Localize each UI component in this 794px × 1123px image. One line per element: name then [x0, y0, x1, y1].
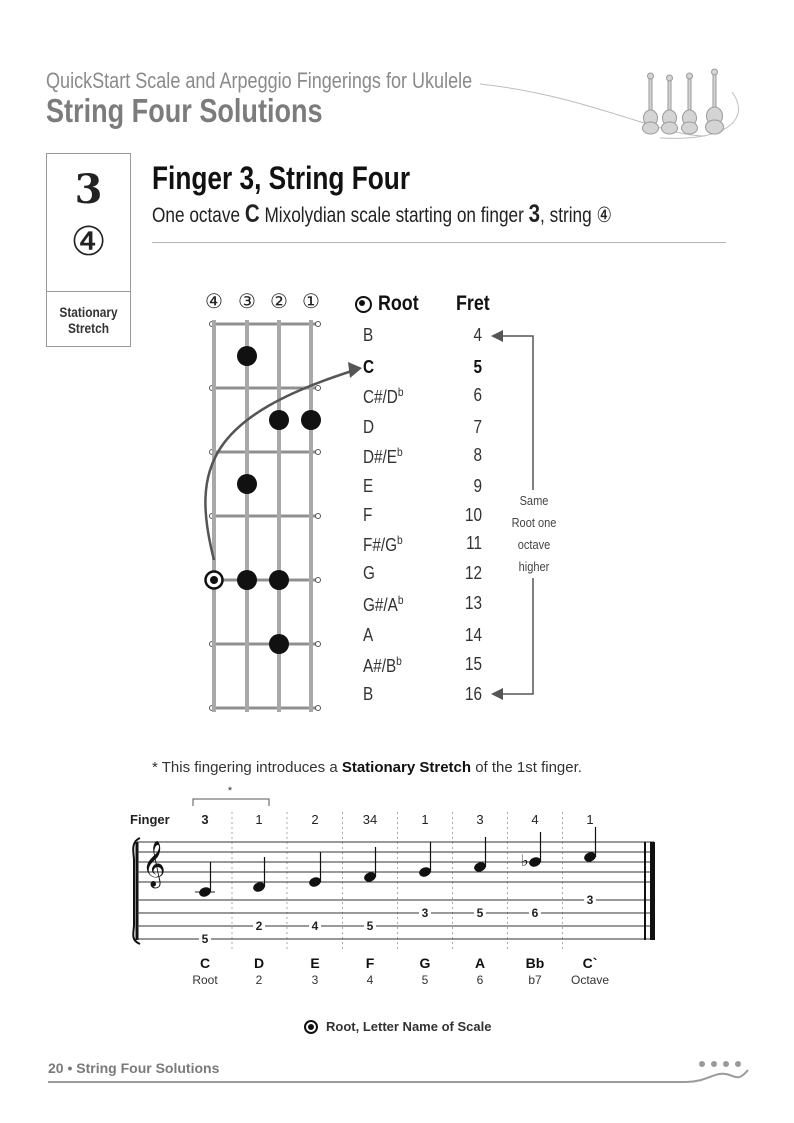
- finger-dot: [269, 570, 289, 590]
- root-header: Root: [378, 292, 419, 315]
- fret-number: 6: [473, 385, 482, 405]
- ukulele-icon: [643, 73, 659, 134]
- footnote-text: * This fingering introduces a: [152, 759, 342, 776]
- finger-number: 4: [531, 812, 539, 827]
- subtitle-text: , string: [540, 204, 597, 227]
- tab-number: 5: [366, 919, 374, 933]
- legend-text: Root, Letter Name of Scale: [326, 1019, 492, 1034]
- finger-row-label: Finger: [130, 812, 170, 827]
- fingering-subtitle: [152, 200, 612, 229]
- note-letter: G: [363, 563, 375, 583]
- footer-decoration: [46, 1056, 750, 1086]
- flat-icon: ♭: [521, 853, 529, 870]
- note-letter: D: [253, 955, 265, 971]
- start-string: ④: [596, 204, 612, 227]
- header-decoration: [470, 66, 750, 152]
- scale-degree: 3: [311, 973, 319, 987]
- start-finger: 3: [528, 200, 541, 228]
- ukulele-group-icon: [643, 69, 724, 134]
- note-name: [363, 476, 373, 497]
- finger-number: 1: [255, 812, 263, 827]
- note-letter: B: [363, 325, 374, 345]
- note-name: [363, 593, 404, 616]
- note-letter: A: [474, 955, 486, 971]
- fret-column-header: Fret: [456, 292, 490, 315]
- flat-sign: b: [397, 593, 404, 607]
- legend: [304, 1019, 491, 1034]
- tab-number: 3: [586, 893, 594, 907]
- note-letter: F#/G: [363, 535, 398, 555]
- scale-degree: 2: [255, 973, 263, 987]
- fret-number: 15: [464, 654, 482, 674]
- ukulele-icon: [662, 75, 678, 134]
- technique-label: [53, 304, 124, 336]
- scale-degree: Root: [192, 973, 218, 987]
- fret-end: [316, 386, 321, 391]
- fret-number: 9: [473, 476, 482, 496]
- string-label: ①: [302, 291, 320, 313]
- note-name: [363, 654, 402, 677]
- scale-degree: 6: [476, 973, 484, 987]
- fret-number: 5: [473, 357, 482, 377]
- note-letter: E: [363, 476, 374, 496]
- finger-number: 1: [421, 812, 429, 827]
- scale-key: C: [244, 200, 260, 228]
- root-column-header: [355, 292, 426, 316]
- root-marker-icon: [355, 296, 372, 313]
- stretch-mark: *: [227, 785, 233, 797]
- note-letter: G#/A: [363, 595, 398, 615]
- bracket-label-line: octave: [517, 537, 551, 552]
- fret-end: [316, 578, 321, 583]
- scale-degree: 4: [366, 973, 374, 987]
- finger-dot: [237, 346, 257, 366]
- final-barline: [644, 842, 646, 940]
- heading-rule: [152, 242, 726, 243]
- note-letter: D: [363, 417, 375, 437]
- fret-end: [316, 514, 321, 519]
- footnote: [152, 759, 582, 776]
- note-name: [363, 357, 374, 378]
- ukulele-icon: [706, 69, 724, 134]
- note-name: [363, 533, 403, 556]
- scale-degree: 5: [421, 973, 429, 987]
- subtitle-text: Mixolydian scale starting on finger: [259, 204, 529, 227]
- fret-number: 13: [464, 593, 482, 613]
- bracket-label-line: Root one: [511, 515, 557, 530]
- string-label: ③: [238, 291, 256, 313]
- page-dots-icon: [699, 1061, 741, 1067]
- finger-number: 1: [586, 812, 594, 827]
- final-barline: [650, 842, 655, 940]
- fret-end: [316, 322, 321, 327]
- ukulele-icon: [682, 73, 698, 134]
- arrow-head-icon: [491, 330, 503, 342]
- footnote-text: of the 1st finger.: [471, 759, 582, 776]
- note-letter: F: [363, 505, 373, 525]
- root-dot-center: [210, 576, 218, 584]
- tab-number: 5: [201, 932, 209, 946]
- finger-number: 34: [362, 812, 378, 827]
- arrow-head-icon: [348, 362, 362, 378]
- bracket-label-line: higher: [518, 559, 550, 574]
- finger-number: 2: [311, 812, 319, 827]
- page-footer: 20 • String Four Solutions: [48, 1060, 220, 1076]
- note-letter: G: [419, 955, 431, 971]
- book-title: QuickStart Scale and Arpeggio Fingerings for Ukulele: [46, 68, 473, 93]
- note-name: [363, 325, 373, 346]
- string-label: ②: [270, 291, 288, 313]
- fret-number: 12: [464, 563, 482, 583]
- tab-number: 3: [421, 906, 429, 920]
- tab-number: 4: [311, 919, 319, 933]
- finger-dot: [301, 410, 321, 430]
- subtitle-text: One octave: [152, 204, 245, 227]
- note-name: [363, 385, 404, 408]
- finger-string-box: [46, 153, 131, 347]
- note-name: [363, 684, 373, 705]
- box-divider: [47, 291, 130, 292]
- fret-end: [316, 642, 321, 647]
- scale-degree: Octave: [570, 973, 610, 987]
- fret-end: [316, 450, 321, 455]
- fretboard-diagram: [190, 286, 373, 726]
- note-letter: F: [365, 955, 375, 971]
- finger-number: 3: [201, 812, 209, 827]
- stretch-bracket: [193, 799, 269, 806]
- finger-dot: [237, 474, 257, 494]
- root-marker-icon: [304, 1020, 318, 1034]
- tab-number: 2: [255, 919, 263, 933]
- note-letter: C`: [582, 955, 598, 971]
- fret-number: 14: [464, 625, 482, 645]
- fret-end: [316, 706, 321, 711]
- note-letter: A: [363, 625, 374, 645]
- note-name: [363, 563, 375, 584]
- note-letter: C#/D: [363, 387, 398, 407]
- technique-line: Stretch: [67, 320, 109, 336]
- fret-number: 7: [473, 417, 482, 437]
- flat-sign: b: [397, 533, 403, 547]
- fret-number: 8: [473, 445, 482, 465]
- footnote-bold: Stationary Stretch: [341, 759, 472, 776]
- fingering-title: Finger 3, String Four: [152, 160, 411, 196]
- section-title: String Four Solutions: [46, 92, 323, 129]
- note-name: [363, 625, 373, 646]
- string-label: ④: [205, 291, 223, 313]
- note-name: [363, 445, 403, 468]
- tab-number: 6: [531, 906, 539, 920]
- finger-dot: [269, 410, 289, 430]
- scale-degree: b7: [528, 973, 542, 987]
- note-letter: D#/E: [363, 447, 398, 467]
- note-letter: C: [363, 357, 375, 377]
- note-letter: E: [310, 955, 320, 971]
- fret-number: 4: [473, 325, 482, 345]
- finger-number: 3: [476, 812, 484, 827]
- note-letter: A#/B: [363, 656, 397, 676]
- arrow-head-icon: [491, 688, 503, 700]
- finger-dot: [269, 634, 289, 654]
- note-name: [363, 417, 374, 438]
- fret-number: 10: [464, 505, 482, 525]
- note-letter: B: [363, 684, 374, 704]
- treble-clef-icon: 𝄞: [142, 842, 166, 886]
- flat-sign: b: [397, 445, 403, 459]
- flat-sign: b: [396, 654, 402, 668]
- string-number: ④: [70, 219, 107, 265]
- finger-dot: [237, 570, 257, 590]
- note-letter: C: [199, 955, 211, 971]
- octave-bracket-label: [509, 490, 558, 578]
- note-letter: Bb: [525, 955, 545, 971]
- finger-number: 3: [74, 166, 103, 213]
- tab-number: 5: [476, 906, 484, 920]
- note-name: [363, 505, 372, 526]
- bracket-label-line: Same: [519, 493, 549, 508]
- fret-number: 11: [466, 533, 482, 553]
- music-notation: [120, 780, 680, 1000]
- fret-number: 16: [464, 684, 482, 704]
- technique-line: Stationary: [59, 304, 118, 320]
- flat-sign: b: [397, 385, 404, 399]
